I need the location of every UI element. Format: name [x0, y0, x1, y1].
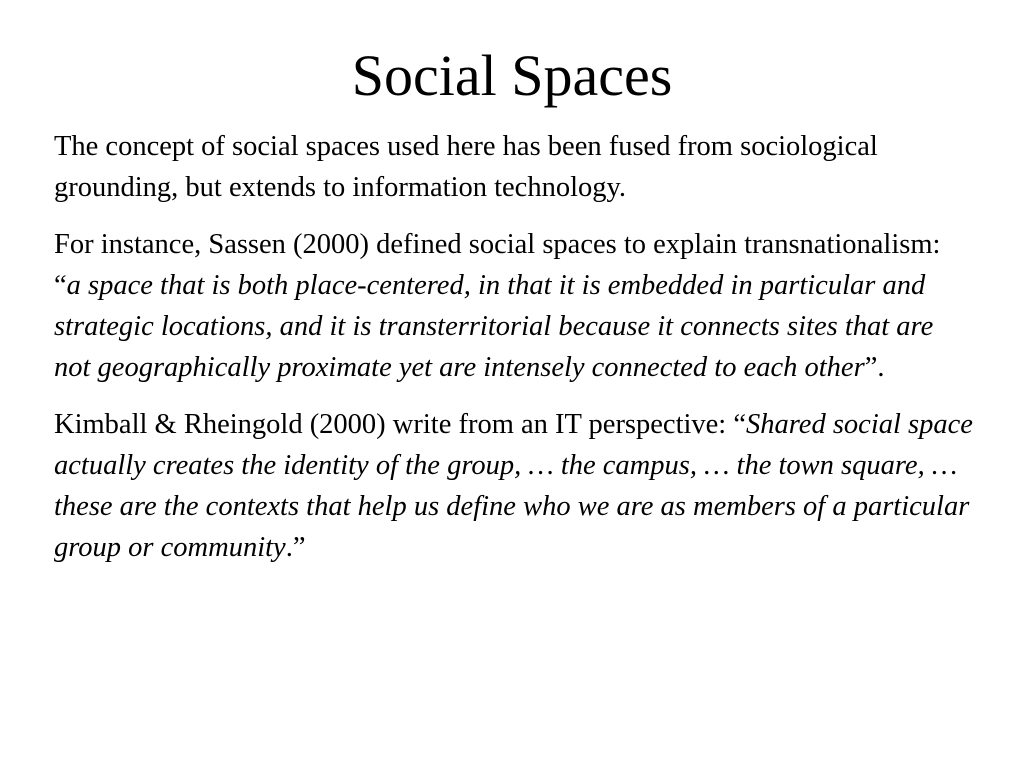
- kimball-tail: .”: [285, 532, 306, 563]
- slide-body: [54, 126, 974, 584]
- paragraph-concept-text: The concept of social spaces used here has been fused from sociological grounding, but extends to information technology.: [54, 131, 878, 203]
- paragraph-kimball: [54, 404, 974, 568]
- slide-title: Social Spaces: [351, 43, 673, 108]
- sassen-quote: a space that is both place-centered, in that it is embedded in particular and strategic locations, and it is transterritorial because it connects sites that are not geographically proximate yet are intensely connected to each other: [54, 270, 934, 383]
- paragraph-sassen: [54, 224, 974, 388]
- kimball-lead: Kimball & Rheingold (2000) write from an IT perspective: “: [54, 409, 747, 440]
- paragraph-concept: [54, 126, 974, 208]
- kimball-quote: Shared social space actually creates the identity of the group, … the campus, … the town square, … these are the contexts that help us define who we are as members of a particular group or community: [54, 409, 973, 563]
- sassen-tail: ”.: [864, 352, 885, 383]
- sassen-lead: For instance, Sassen (2000) defined social spaces to explain transnationalism: “: [54, 229, 941, 301]
